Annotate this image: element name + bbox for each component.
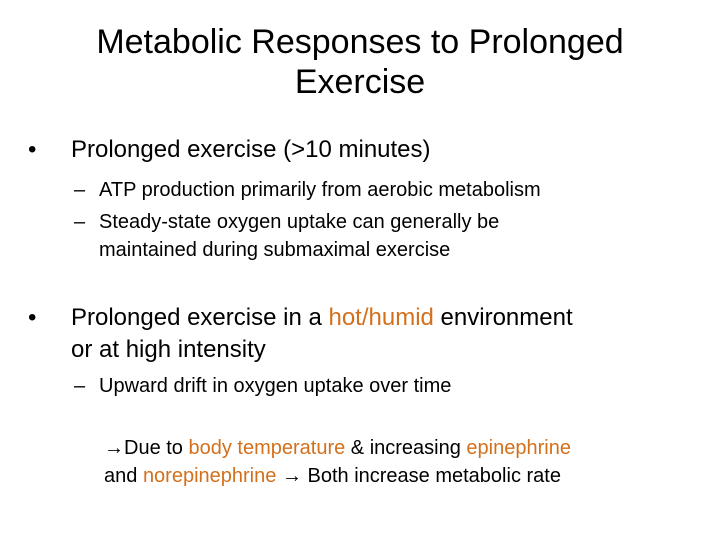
note-text-2: & increasing bbox=[345, 437, 467, 459]
sub-bullet-2-line-2: maintained during submaximal exercise bbox=[99, 239, 451, 261]
right-arrow-icon: → bbox=[104, 437, 124, 459]
sub-bullet-3-text: Upward drift in oxygen uptake over time bbox=[99, 375, 452, 397]
bullet-marker: • bbox=[28, 304, 37, 331]
bullet-marker: • bbox=[28, 136, 37, 163]
right-arrow-icon: → bbox=[281, 465, 302, 487]
bullet-2-line-2: or at high intensity bbox=[71, 336, 266, 363]
sub-bullet-1-text: ATP production primarily from aerobic metabolism bbox=[99, 179, 541, 201]
dash-marker: – bbox=[74, 179, 86, 201]
slide-title bbox=[40, 22, 680, 102]
highlight-hot-humid: hot/humid bbox=[328, 304, 434, 331]
bullet-2-text-after: environment bbox=[433, 304, 573, 331]
title-line-2: Exercise bbox=[294, 63, 426, 101]
note-text-1: Due to bbox=[124, 437, 189, 459]
bullet-2-line-1 bbox=[71, 302, 671, 334]
highlight-body-temperature: body temperature bbox=[188, 437, 346, 459]
sub-bullet-2-line-1: Steady-state oxygen uptake can generally be bbox=[99, 211, 500, 233]
bullet-2-text-before: Prolonged exercise in a bbox=[71, 304, 329, 331]
highlight-epinephrine: epinephrine bbox=[466, 437, 571, 459]
bullet-1-text: Prolonged exercise (>10 minutes) bbox=[71, 136, 431, 163]
note-text-3: and bbox=[104, 465, 143, 487]
note-line-1 bbox=[104, 434, 571, 462]
dash-marker: – bbox=[74, 375, 86, 397]
dash-marker: – bbox=[74, 211, 86, 233]
note-text-4: Both increase metabolic rate bbox=[301, 465, 561, 487]
note-line-2 bbox=[104, 462, 561, 490]
title-line-1: Metabolic Responses to Prolonged bbox=[96, 23, 624, 61]
highlight-norepinephrine: norepinephrine bbox=[142, 465, 277, 487]
